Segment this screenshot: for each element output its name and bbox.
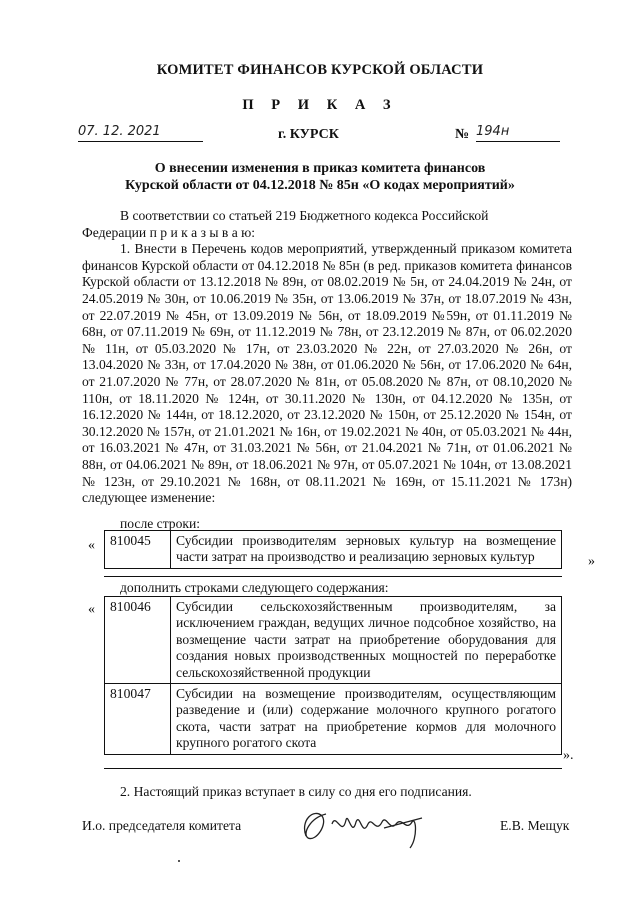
table-row [105, 597, 562, 684]
row-name: Субсидии на возмещение производителям, осуществляющим разведение и (или) содержание молочного крупного рогатого скота, части затрат на приобретение кормов для молочного крупного рогатого скота [171, 684, 562, 755]
order-title [0, 160, 640, 194]
table-row [105, 531, 562, 569]
handwritten-signature [292, 798, 452, 858]
order-city: г. КУРСК [278, 127, 339, 142]
order-number-symbol: № [455, 127, 470, 142]
order-item-2: 2. Настоящий приказ вступает в силу со дня его подписания. [120, 784, 472, 799]
order-item-1: 1. Внести в Перечень кодов мероприятий, утвержденный приказом комитета финансов Курской области от 04.12.2018 № 85н (в ред. приказов комитета финансов Курской области от 13.12.2018 № 89н, от 08.02.2019 № 5н, от 24.04.2019 № 24н, от 24.05.2019 № 30н, от 10.06.2019 № 35н, от 13.06.2019 № 37н, от 18.07.2019 № 43н, от 22.07.2019 № 45н, от 13.09.2019 № 56н, от 18.09.2019 №59н, от 01.11.2019 № 68н, от 07.11.2019 № 69н, от 11.12.2019 № 78н, от 23.12.2019 № 87н, от 06.02.2020 № 11н, от 05.03.2020 № 17н, от 23.03.2020 № 22н, от 27.03.2020 № 26н, от 13.04.2020 № 33н, от 17.04.2020 № 38н, от 01.06.2020 № 56н, от 17.06.2020 № 64н, от 21.07.2020 № 77н, от 28.07.2020 № 81н, от 05.08.2020 № 87н, от 08.10,2020 № 110н, от 18.11.2020 № 124н, от 30.11.2020 № 130н, от 04.12.2020 № 135н, от 16.12.2020 № 144н, от 18.12.2020, от 23.12.2020 № 150н, от 25.12.2020 № 154н, от 30.12.2020 № 157н, от 21.01.2021 № 16н, от 19.02.2021 № 40н, от 05.03.2021 № 44н, от 16.03.2021 № 47н, от 31.03.2021 № 56н, от 21.04.2021 № 71н, от 01.06.2021 № 88н, от 04.06.2021 № 89н, от 18.06.2021 № 97н, от 05.07.2021 № 104н, от 13.08.2021 № 123н, от 29.10.2021 № 168н, от 08.11.2021 № 169н, от 15.11.2021 № 173н) следующее изменение: [82, 241, 572, 506]
row-name: Субсидии производителям зерновых культур на возмещение части затрат на производство и реализацию зерновых культур [171, 531, 562, 569]
order-body [82, 208, 572, 507]
new-rows-table [104, 596, 562, 755]
order-date: 07. 12. 2021 [78, 124, 203, 142]
divider [104, 768, 562, 769]
table-row [105, 684, 562, 755]
preamble-line-2: Федерации п р и к а з ы в а ю: [82, 224, 256, 240]
divider [104, 576, 562, 577]
quote-close-2: ». [563, 748, 574, 763]
quote-open-1: « [88, 538, 95, 553]
add-rows-label: дополнить строками следующего содержания: [120, 580, 389, 595]
order-title-line-2: Курской области от 04.12.2018 № 85н «О кодах мероприятий» [125, 178, 515, 193]
scan-speck [178, 860, 180, 862]
document-type-heading: П Р И К А З [242, 97, 398, 113]
organization-heading: КОМИТЕТ ФИНАНСОВ КУРСКОЙ ОБЛАСТИ [156, 62, 484, 78]
row-code: 810045 [105, 531, 171, 569]
row-code: 810047 [105, 684, 171, 755]
signatory-name: Е.В. Мещук [500, 818, 570, 833]
order-title-line-1: О внесении изменения в приказ комитета финансов [154, 161, 486, 176]
preamble-line-1: В соответствии со статьей 219 Бюджетного кодекса Российской [120, 208, 489, 223]
signatory-role: И.о. председателя комитета [82, 818, 242, 833]
existing-row-table [104, 530, 562, 569]
after-row-label: после строки: [120, 516, 201, 531]
order-number: 194н [476, 124, 560, 142]
quote-close-1: » [588, 554, 595, 569]
row-code: 810046 [105, 597, 171, 684]
row-name: Субсидии сельскохозяйственным производителям, за исключением граждан, ведущих личное подсобное хозяйство, на возмещение части затрат на приобретение оборудования для создания новых производственных мощностей по переработке сельскохозяйственной продукции [171, 597, 562, 684]
quote-open-2: « [88, 602, 95, 617]
